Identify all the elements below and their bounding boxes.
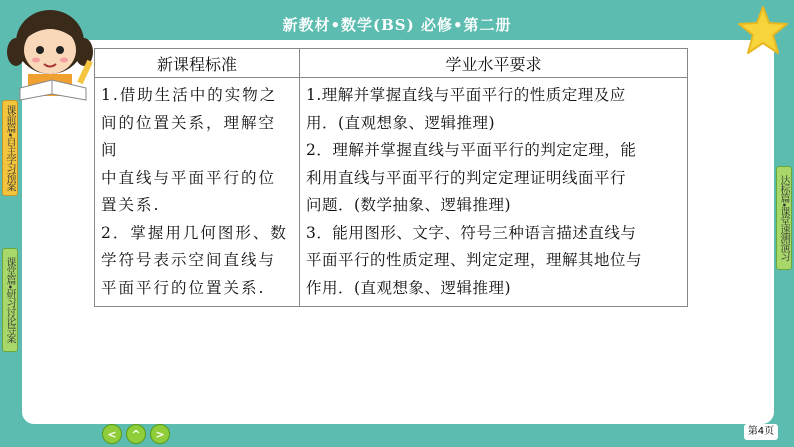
standard-cell: 1.借助生活中的实物之 间的位置关系，理解空间 中直线与平面平行的位 置关系. 2．掌握用几何图形、数 学符号表示空间直线与 平面平行的位置关系. (95, 78, 300, 307)
girl-reading-icon (2, 0, 102, 110)
side-tab-preview[interactable]: 课前篇•自主学习预案 (2, 100, 18, 196)
header-title: 新教材•数学(BS) 必修•第二册 (282, 16, 512, 34)
next-button[interactable]: > (150, 424, 170, 444)
table-header-requirement: 学业水平要求 (300, 49, 688, 78)
table-header-standard: 新课程标准 (95, 49, 300, 78)
side-tab-quiz[interactable]: 达标篇•课堂速测演习 (776, 166, 792, 270)
side-tab-discussion[interactable]: 课堂篇•研习讨论导案 (2, 248, 18, 352)
home-button[interactable]: ^ (126, 424, 146, 444)
page-number: 第4页 (744, 424, 778, 440)
requirement-cell: 1.理解并掌握直线与平面平行的性质定理及应 用．(直观想象、逻辑推理) 2．理解并掌握直线与平面平行的判定定理，能 利用直线与平面平行的判定定理证明线面平行 问题．(数学抽象、逻辑推理) 3．能用图形、文字、符号三种语言描述直线与 平面平行的性质定理、判定定理，理解其地位与 作用．(直观想象、逻辑推理) (300, 78, 688, 307)
star-icon (736, 4, 790, 58)
standards-table (94, 48, 688, 307)
nav-bar (102, 424, 170, 444)
prev-button[interactable]: < (102, 424, 122, 444)
